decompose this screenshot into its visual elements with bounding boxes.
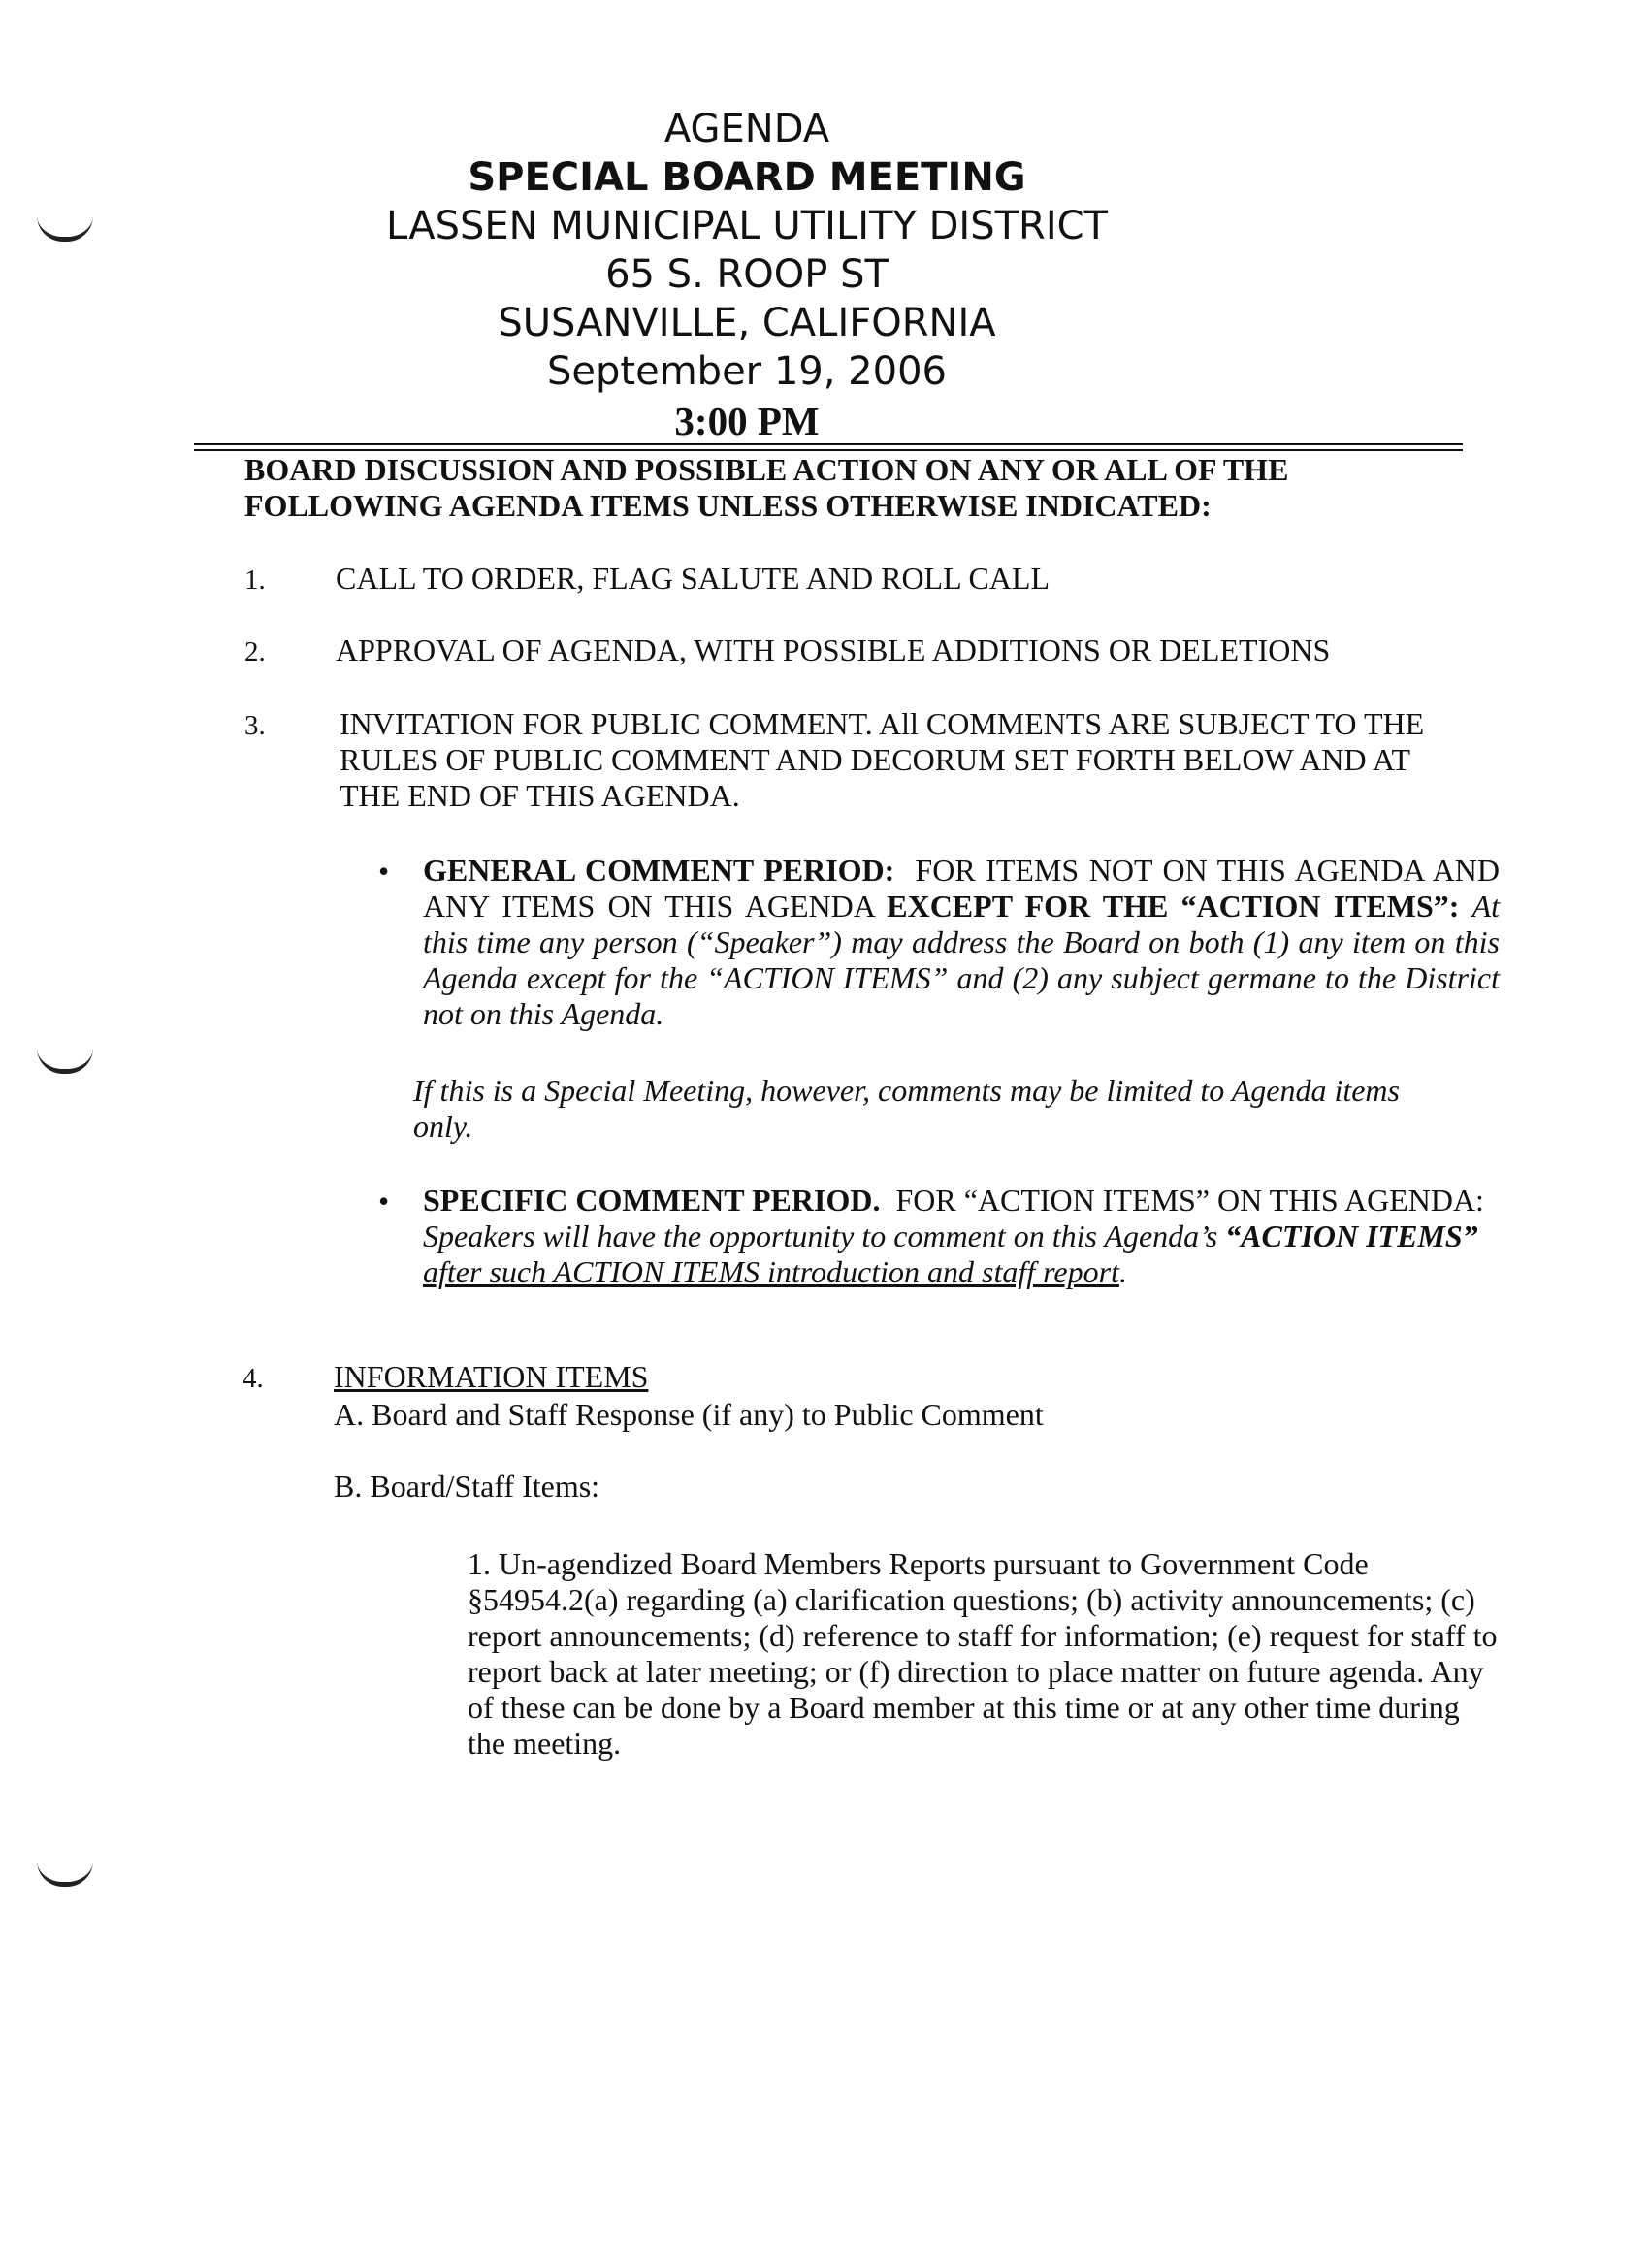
information-items-heading: INFORMATION ITEMS: [334, 1359, 649, 1394]
item-text: INVITATION FOR PUBLIC COMMENT. All COMMENTS ARE SUBJECT TO THE RULES OF PUBLIC COMMENT AND DECORUM SET FORTH BELOW AND AT THE END OF THIS AGENDA.: [340, 706, 1425, 813]
item-number: 1.: [244, 565, 266, 596]
specific-comment-description: Speakers will have the opportunity to comment on this Agenda’s: [423, 1218, 1218, 1253]
specific-comment-label: SPECIFIC COMMENT PERIOD.: [423, 1183, 881, 1217]
info-item-b: B. Board/Staff Items:: [334, 1469, 600, 1504]
special-meeting-note-text: If this is a Special Meeting, however, comments may be limited to Agenda items only.: [413, 1073, 1400, 1144]
specific-comment-text: FOR “ACTION ITEMS” ON THIS AGENDA:: [895, 1183, 1484, 1217]
general-comment-text: FOR ITEMS NOT ON THIS AGENDA AND ANY ITEMS ON THIS AGENDA: [423, 853, 1500, 923]
binder-hole-mark: [37, 1048, 93, 1074]
specific-comment-timing: after such ACTION ITEMS introduction and staff report: [423, 1254, 1119, 1289]
item-number: 3.: [244, 710, 266, 741]
general-comment-description: At this time any person (“Speaker”) may address the Board on both (1) any item on this Agenda except for the “ACTION ITEMS” and (2) any subject germane to the District not on this Agenda.: [423, 889, 1501, 1031]
bullet: •: [378, 1183, 390, 1218]
header-time: 3:00 PM: [674, 399, 820, 443]
header-date: September 19, 2006: [547, 349, 947, 394]
binder-hole-mark: [37, 1861, 93, 1887]
header-divider: [194, 449, 1463, 451]
special-meeting-note: [413, 1073, 1461, 1145]
header-city: SUSANVILLE, CALIFORNIA: [498, 301, 996, 345]
general-comment-period: [423, 853, 1500, 1032]
agenda-header: [194, 105, 1300, 446]
info-item-b1: 1. Un-agendized Board Members Reports pursuant to Government Code §54954.2(a) regarding (a) clarification questions; (b) activity announcements; (c) report announcements; (d) reference to staff for information; (e) request for staff to report back at later meeting; or (f) direction to place matter on future agenda. Any of these can be done by a Board member at this time or at any other time during the meeting.: [468, 1546, 1498, 1761]
intro-statement: BOARD DISCUSSION AND POSSIBLE ACTION ON ANY OR ALL OF THE FOLLOWING AGENDA ITEMS UNLESS OTHERWISE INDICATED:: [244, 452, 1289, 523]
general-comment-label: GENERAL COMMENT PERIOD:: [423, 853, 895, 888]
header-meeting-type: SPECIAL BOARD MEETING: [468, 155, 1026, 200]
specific-comment-action-items: “ACTION ITEMS”: [1225, 1218, 1478, 1253]
item-text: APPROVAL OF AGENDA, WITH POSSIBLE ADDITIONS OR DELETIONS: [336, 632, 1331, 667]
binder-hole-mark: [37, 215, 93, 242]
info-item-a: A. Board and Staff Response (if any) to Public Comment: [334, 1397, 1044, 1432]
general-comment-exception: EXCEPT FOR THE “ACTION ITEMS”:: [887, 889, 1460, 923]
header-district: LASSEN MUNICIPAL UTILITY DISTRICT: [386, 204, 1108, 248]
item-number: 2.: [244, 636, 266, 667]
header-divider: [194, 443, 1463, 445]
item-number: 4.: [242, 1363, 264, 1394]
item-text: CALL TO ORDER, FLAG SALUTE AND ROLL CALL: [336, 561, 1050, 596]
header-agenda: AGENDA: [663, 107, 830, 151]
specific-comment-end: .: [1118, 1254, 1127, 1289]
bullet: •: [378, 854, 390, 889]
header-street: 65 S. ROOP ST: [605, 252, 889, 297]
specific-comment-period: [423, 1183, 1500, 1290]
